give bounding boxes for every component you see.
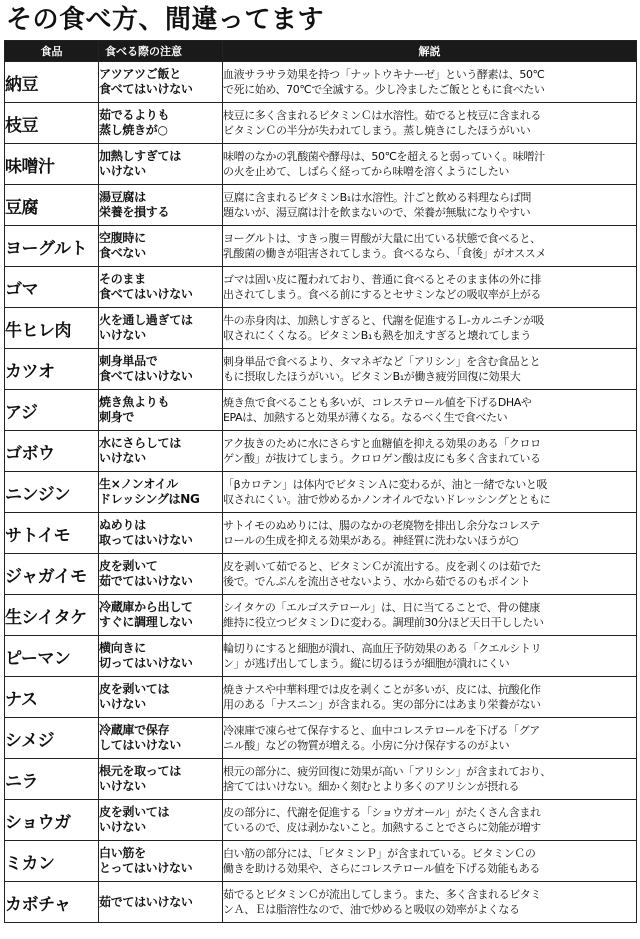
eating-caution: 皮を剥いては いけない (99, 677, 223, 718)
table-row (5, 636, 637, 677)
page-title: その食べ方、間違ってます (6, 5, 325, 35)
eating-caution: 茹でるよりも 蒸し焼きが○ (99, 103, 223, 144)
food-table (4, 40, 637, 923)
eating-caution: 生×ノンオイル ドレッシングはNG (99, 472, 223, 513)
eating-caution: 冷蔵庫で保存 してはいけない (99, 718, 223, 759)
table-row (5, 390, 637, 431)
food-name: カボチャ (5, 882, 99, 923)
eating-caution: 茹でてはいけない (99, 882, 223, 923)
food-name: ニンジン (5, 472, 99, 513)
table-row (5, 226, 637, 267)
table-row (5, 800, 637, 841)
table-row (5, 513, 637, 554)
table-row (5, 308, 637, 349)
table-row (5, 144, 637, 185)
food-name: 生シイタケ (5, 595, 99, 636)
food-name: シメジ (5, 718, 99, 759)
food-name: サトイモ (5, 513, 99, 554)
explanation: アク抜きのために水にさらすと血糖値を抑える効果のある「クロロ ゲン酸」が抜けてしまう。クロロゲン酸は皮にも多く含まれている (223, 431, 637, 472)
table-row (5, 554, 637, 595)
explanation: 血液サラサラ効果を持つ「ナットウキナーゼ」という酵素は、50℃ で死に始め、70℃で全滅する。少し冷ましたご飯とともに食べたい (223, 62, 637, 103)
explanation: 「βカロテン」は体内でビタミンＡに変わるが、油と一緒でないと吸 収されにくい。油で炒めるかノンオイルでないドレッシングとともに (223, 472, 637, 513)
explanation: 輪切りにすると細胞が潰れ、高血圧予防効果のある「クエルシトリ ン」が逃げ出してしまう。縦に切るほうが細胞が潰れにくい (223, 636, 637, 677)
eating-caution: 加熱しすぎては いけない (99, 144, 223, 185)
header-food: 食品 (5, 41, 99, 62)
food-name: ゴマ (5, 267, 99, 308)
explanation: 牛の赤身肉は、加熱しすぎると、代謝を促進するＬ-カルニチンが吸 収されにくくなる。ビタミンB₁も熱を加えすぎると壊れてしまう (223, 308, 637, 349)
explanation: シイタケの「エルゴステロール」は、日に当てることで、骨の健康 維持に役立つビタミンＤに変わる。調理前30分ほど天日干ししたい (223, 595, 637, 636)
eating-caution: 空腹時に 食べない (99, 226, 223, 267)
table-row (5, 595, 637, 636)
eating-caution: そのまま 食べてはいけない (99, 267, 223, 308)
explanation: 味噌のなかの乳酸菌や酵母は、50℃を超えると弱っていく。味噌汁 の火を止めて、しばらく経ってから味噌を溶くようにしたい (223, 144, 637, 185)
food-name: 牛ヒレ肉 (5, 308, 99, 349)
eating-caution: 白い筋を とってはいけない (99, 841, 223, 882)
food-name: 枝豆 (5, 103, 99, 144)
header-note: 食べる際の注意 (99, 41, 223, 62)
eating-caution: 水にさらしては いけない (99, 431, 223, 472)
header-desc: 解説 (223, 41, 637, 62)
eating-caution: 皮を剥いて 茹でてはいけない (99, 554, 223, 595)
table-row (5, 718, 637, 759)
eating-caution: 根元を取っては いけない (99, 759, 223, 800)
explanation: 焼きナスや中華料理では皮を剥くことが多いが、皮には、抗酸化作 用のある「ナスニン」が含まれる。実の部分にはあまり栄養がない (223, 677, 637, 718)
explanation: 豆腐に含まれるビタミンB₁は水溶性。汁ごと飲める料理ならば問 題ないが、湯豆腐は汁を飲まないので、栄養が無駄になりやすい (223, 185, 637, 226)
table-row (5, 349, 637, 390)
explanation: 皮の部分に、代謝を促進する「ショウガオール」がたくさん含まれ ているので、皮は剥かないこと。加熱することでさらに効能が増す (223, 800, 637, 841)
explanation: サトイモのぬめりには、腸のなかの老廃物を排出し余分なコレステ ロールの生成を抑える効果がある。神経質に洗わないほうが○ (223, 513, 637, 554)
food-name: ミカン (5, 841, 99, 882)
eating-caution: 冷蔵庫から出して すぐに調理しない (99, 595, 223, 636)
eating-caution: 横向きに 切ってはいけない (99, 636, 223, 677)
table-body (5, 62, 637, 923)
table-row (5, 62, 637, 103)
table-row (5, 759, 637, 800)
explanation: 白い筋の部分には、「ビタミンＰ」が含まれている。ビタミンＣの 働きを助ける効果や、さらにコレステロール値を下げる効能もある (223, 841, 637, 882)
eating-caution: ぬめりは 取ってはいけない (99, 513, 223, 554)
food-name: 味噌汁 (5, 144, 99, 185)
explanation: ヨーグルトは、すきっ腹＝胃酸が大量に出ている状態で食べると、 乳酸菌の働きが阻害されてしまう。食べるなら、「食後」がオススメ (223, 226, 637, 267)
food-name: ショウガ (5, 800, 99, 841)
food-name: カツオ (5, 349, 99, 390)
table-header (5, 41, 637, 62)
eating-caution: 火を通し過ぎては いけない (99, 308, 223, 349)
explanation: 根元の部分に、疲労回復に効果が高い「アリシン」が含まれており、 捨ててはいけない。細かく刻むとより多くのアリシンが摂れる (223, 759, 637, 800)
table-row (5, 185, 637, 226)
explanation: 刺身単品で食べるより、タマネギなど「アリシン」を含む食品とと もに摂取したほうがいい。ビタミンB₁が働き疲労回復に効果大 (223, 349, 637, 390)
food-name: ヨーグルト (5, 226, 99, 267)
eating-caution: 皮を剥いては いけない (99, 800, 223, 841)
food-name: ゴボウ (5, 431, 99, 472)
food-name: 豆腐 (5, 185, 99, 226)
eating-caution: アツアツご飯と 食べてはいけない (99, 62, 223, 103)
food-name: 納豆 (5, 62, 99, 103)
food-name: ニラ (5, 759, 99, 800)
food-name: ジャガイモ (5, 554, 99, 595)
table-row (5, 431, 637, 472)
table-row (5, 267, 637, 308)
explanation: ゴマは固い皮に覆われており、普通に食べるとそのまま体の外に排 出されてしまう。食べる前にするとセサミンなどの吸収率が上がる (223, 267, 637, 308)
explanation: 冷凍庫で凍らせて保存すると、血中コレステロールを下げる「グア ニル酸」などの物質が増える。小房に分け保存するのがよい (223, 718, 637, 759)
food-name: ナス (5, 677, 99, 718)
food-name: アジ (5, 390, 99, 431)
header-row (5, 41, 637, 62)
explanation: 焼き魚で食べることも多いが、コレステロール値を下げるDHAや EPAは、加熱すると効果が薄くなる。なるべく生で食べたい (223, 390, 637, 431)
food-name: ピーマン (5, 636, 99, 677)
table-row (5, 841, 637, 882)
eating-caution: 湯豆腐は 栄養を損する (99, 185, 223, 226)
table-row (5, 103, 637, 144)
table-row (5, 677, 637, 718)
eating-caution: 刺身単品で 食べてはいけない (99, 349, 223, 390)
explanation: 皮を剥いて茹でると、ビタミンＣが流出する。皮を剥くのは茹でた 後で。でんぷんを流出させないよう、水から茹でるのもポイント (223, 554, 637, 595)
explanation: 枝豆に多く含まれるビタミンＣは水溶性。茹でると枝豆に含まれる ビタミンＣの半分が失われてしまう。蒸し焼きにしたほうがいい (223, 103, 637, 144)
explanation: 茹でるとビタミンＣが流出してしまう。また、多く含まれるビタミ ンＡ、Ｅは脂溶性なので、油で炒めると吸収の効率がよくなる (223, 882, 637, 923)
table-row (5, 882, 637, 923)
eating-caution: 焼き魚よりも 刺身で (99, 390, 223, 431)
table-row (5, 472, 637, 513)
